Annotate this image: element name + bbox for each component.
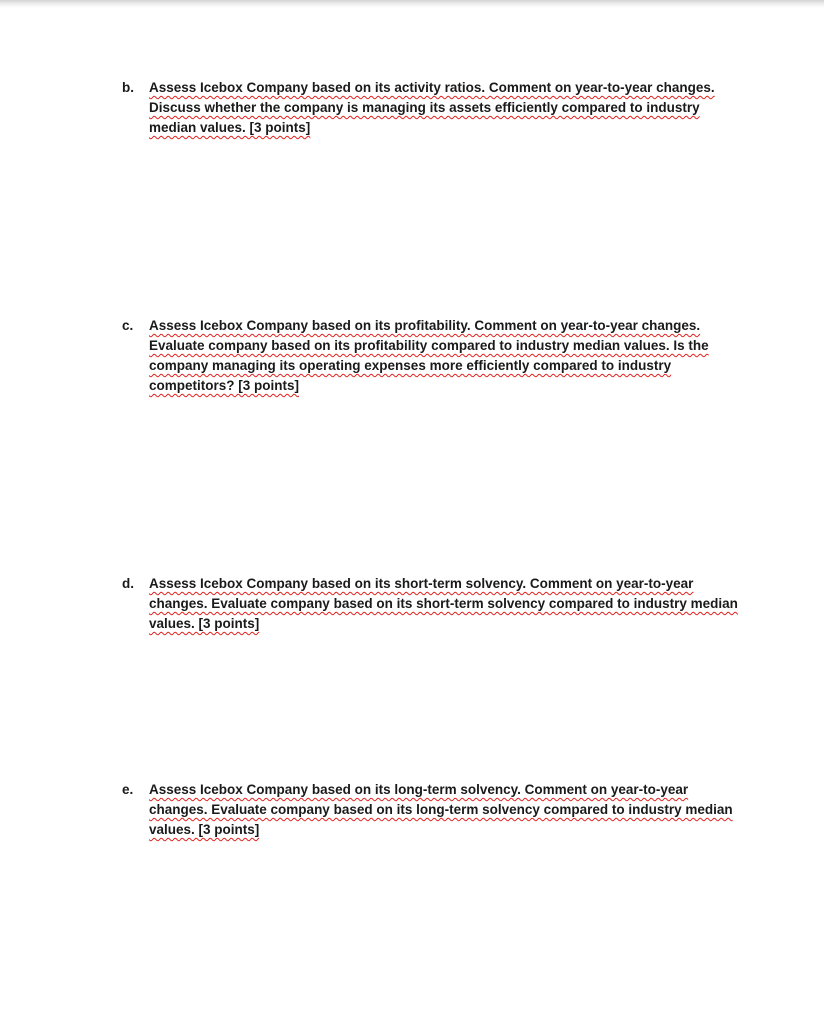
question-letter: c. xyxy=(122,318,134,333)
question-line: values. [3 points] xyxy=(149,616,260,631)
question-line: Assess Icebox Company based on its activity ratios. Comment on year-to-year changes. xyxy=(149,80,715,95)
question-line: Discuss whether the company is managing its assets efficiently compared to industry xyxy=(149,100,700,115)
question-text xyxy=(149,316,759,396)
question-letter: b. xyxy=(122,80,134,95)
question-letter: e. xyxy=(122,782,134,797)
question-line: competitors? [3 points] xyxy=(149,378,300,393)
question-line: changes. Evaluate company based on its short-term solvency compared to industry median xyxy=(149,596,738,611)
question-line: Evaluate company based on its profitability compared to industry median values. Is the xyxy=(149,338,709,353)
question-letter: d. xyxy=(122,576,134,591)
question-text xyxy=(149,780,759,840)
question-text xyxy=(149,574,759,634)
question-text xyxy=(149,78,759,138)
question-line: changes. Evaluate company based on its long-term solvency compared to industry median xyxy=(149,802,733,817)
question-line: company managing its operating expenses more efficiently compared to industry xyxy=(149,358,672,373)
question-line: Assess Icebox Company based on its short-term solvency. Comment on year-to-year xyxy=(149,576,694,591)
question-line: values. [3 points] xyxy=(149,822,260,837)
question-line: Assess Icebox Company based on its profitability. Comment on year-to-year changes. xyxy=(149,318,701,333)
question-line: Assess Icebox Company based on its long-term solvency. Comment on year-to-year xyxy=(149,782,689,797)
question-line: median values. [3 points] xyxy=(149,120,311,135)
